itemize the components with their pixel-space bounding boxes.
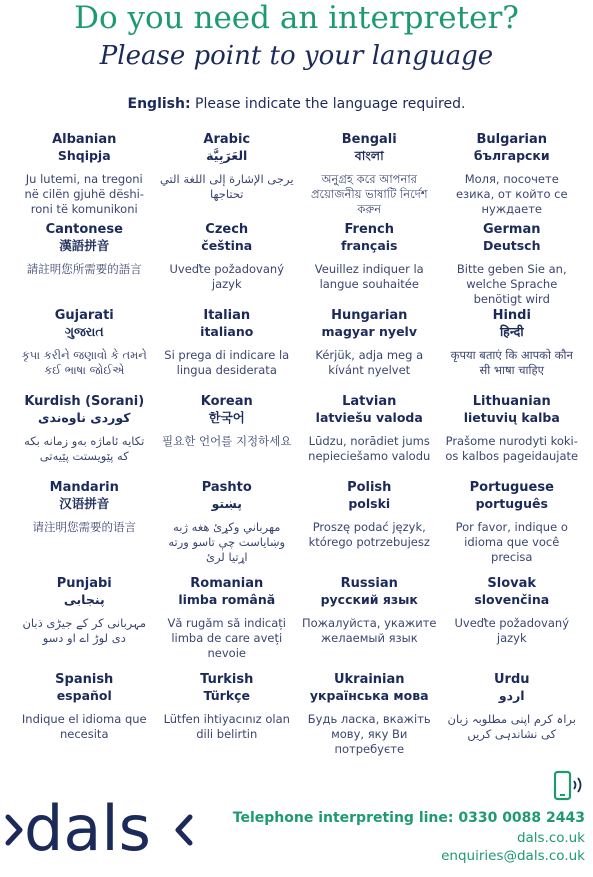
language-native-name: پنجابی (63, 592, 105, 607)
language-native-name: ગુજરાત (64, 324, 104, 339)
language-english-name: Hindi (492, 308, 531, 323)
language-native-name: हिन्दी (499, 324, 524, 339)
language-request-text: Kérjük, adja meg a kívánt nyelvet (315, 348, 424, 377)
instruction (0, 96, 593, 112)
language-english-name: Portuguese (469, 480, 554, 495)
language-request-text: يرجى الإشارة إلى اللغة التي تحتاجها (159, 172, 294, 201)
language-request-text: 请注明您需要的语言 (32, 520, 136, 534)
language-cell[interactable] (298, 308, 441, 394)
language-english-name: Pashto (201, 480, 252, 495)
language-native-name: 한국어 (208, 410, 245, 425)
language-english-name: Polish (347, 480, 392, 495)
language-native-name: русский язык (320, 592, 418, 607)
language-request-text: Lūdzu, norādiet jums nepieciešamo valodu (308, 434, 431, 463)
language-native-name: 汉语拼音 (59, 496, 110, 511)
language-cell[interactable] (441, 576, 584, 672)
language-english-name: Slovak (487, 576, 537, 591)
language-cell[interactable] (441, 672, 584, 762)
language-english-name: Korean (200, 394, 253, 409)
email-link[interactable]: enquiries@dals.co.uk (441, 848, 585, 864)
language-native-name: Türkçe (203, 688, 251, 703)
language-cell[interactable] (156, 672, 299, 762)
language-native-name: español (56, 688, 112, 703)
language-native-name: français (340, 238, 398, 253)
language-request-text: Пожалуйста, укажите желаемый язык (302, 616, 437, 645)
language-cell[interactable] (441, 480, 584, 576)
language-english-name: Albanian (52, 132, 117, 147)
language-english-name: Urdu (493, 672, 530, 687)
language-english-name: Russian (340, 576, 398, 591)
language-request-text: Si prega di indicare la lingua desiderata (164, 348, 290, 377)
language-cell[interactable] (13, 394, 156, 480)
language-native-name: lietuvių kalba (463, 410, 560, 425)
language-native-name: বাংলা (354, 148, 384, 163)
language-english-name: Punjabi (56, 576, 112, 591)
language-english-name: Spanish (55, 672, 114, 687)
language-request-text: Bitte geben Sie an, welche Sprache benötigt wird (456, 262, 567, 306)
language-english-name: Latvian (342, 394, 397, 409)
language-request-text: 請註明您所需要的語言 (26, 262, 142, 276)
language-request-text: કૃપા કરીને જણાવો કે તમને કઈ ભાષા જોઈએ (21, 348, 147, 377)
page-title: Do you need an interpreter? (74, 0, 519, 36)
language-cell[interactable] (13, 480, 156, 576)
language-request-text: Veuillez indiquer la langue souhaitée (314, 262, 424, 291)
instruction-label: English: (127, 96, 191, 112)
language-native-name: 漢語拼音 (59, 238, 110, 253)
language-cell[interactable] (441, 132, 584, 222)
language-native-name: български (473, 148, 550, 163)
phone-icon (552, 770, 586, 802)
language-native-name: Shqipja (57, 148, 111, 163)
language-request-text: Por favor, indique o idioma que você precisa (455, 520, 568, 564)
language-request-text: कृपया बताएं कि आपको कौन सी भाषा चाहिए (450, 348, 573, 377)
language-cell[interactable] (441, 222, 584, 308)
language-request-text: Ju lutemi, na tregoni në cilën gjuhë dëshi-roni të komunikoni (24, 172, 145, 216)
language-english-name: Ukrainian (333, 672, 405, 687)
language-grid (13, 132, 583, 782)
language-cell[interactable] (441, 308, 584, 394)
language-request-text: Uveďte požadovaný jazyk (169, 262, 285, 291)
language-native-name: کوردی ناوەندی (38, 410, 131, 425)
language-request-text: Моля, посочете езика, от който се нуждаете (455, 172, 568, 216)
language-request-text: Vă rugăm să indicați limba de care aveți nevoie (167, 616, 287, 660)
language-cell[interactable] (156, 576, 299, 672)
page-subtitle: Please point to your language (99, 41, 494, 71)
language-native-name: čeština (201, 238, 253, 253)
language-cell[interactable] (156, 132, 299, 222)
language-cell[interactable] (156, 394, 299, 480)
language-cell[interactable] (298, 394, 441, 480)
language-english-name: Turkish (200, 672, 254, 687)
language-english-name: Hungarian (331, 308, 408, 323)
language-request-text: Indique el idioma que necesita (21, 712, 147, 741)
instruction-text: Please indicate the language required. (190, 96, 466, 112)
dals-logo (4, 795, 194, 865)
language-request-text: مہربانی کر کے جیڑی ذبان دی لوڑ اے او دسو (22, 616, 147, 645)
language-cell[interactable] (156, 222, 299, 308)
website-link[interactable]: dals.co.uk (516, 830, 585, 846)
language-native-name: اردو (498, 688, 525, 703)
language-english-name: Lithuanian (472, 394, 551, 409)
language-native-name: Deutsch (483, 238, 541, 253)
language-cell[interactable] (298, 222, 441, 308)
language-request-text: Будь ласка, вкажіть мову, яку Ви потребуєте (307, 712, 431, 756)
language-english-name: Romanian (190, 576, 264, 591)
language-native-name: slovenčina (474, 592, 550, 607)
language-english-name: Mandarin (49, 480, 119, 495)
language-english-name: Bengali (341, 132, 397, 147)
language-request-text: Uveďte požadovaný jazyk (454, 616, 570, 645)
language-english-name: Bulgarian (476, 132, 548, 147)
telephone-line: Telephone interpreting line: 0330 0088 2443 (232, 810, 585, 826)
language-english-name: Italian (203, 308, 251, 323)
language-request-text: Proszę podać język, którego potrzebujesz (308, 520, 430, 549)
language-cell[interactable] (441, 394, 584, 480)
language-cell[interactable] (298, 132, 441, 222)
language-request-text: تکایە ئاماژە بەو زمانە بکە کە پێویستت پێیەتی (24, 434, 145, 463)
language-english-name: Arabic (203, 132, 251, 147)
language-english-name: Gujarati (54, 308, 114, 323)
language-cell[interactable] (13, 308, 156, 394)
language-english-name: Czech (205, 222, 249, 237)
language-native-name: português (475, 496, 548, 511)
language-native-name: українська мова (309, 688, 429, 703)
language-request-text: অনুগ্রহ করে আপনার প্রয়োজনীয় ভাষাটি নির্দেশ করুন (310, 172, 428, 216)
language-native-name: polski (348, 496, 391, 511)
language-cell[interactable] (13, 672, 156, 762)
language-cell[interactable] (298, 672, 441, 762)
language-cell[interactable] (13, 576, 156, 672)
language-request-text: 필요한 언어를 지정하세요 (161, 434, 292, 448)
logo-wordmark: dals (24, 795, 151, 865)
language-cell[interactable] (156, 308, 299, 394)
language-cell[interactable] (298, 576, 441, 672)
language-request-text: مهرباني وکړئ هغه ژبه وښایاست چې تاسو ورته اړتیا لرئ (168, 520, 286, 564)
language-cell[interactable] (298, 480, 441, 576)
language-cell[interactable] (156, 480, 299, 576)
language-cell[interactable] (13, 132, 156, 222)
language-native-name: العَرَبِيَّة (206, 148, 248, 163)
language-native-name: latviešu valoda (315, 410, 423, 425)
language-native-name: italiano (200, 324, 254, 339)
language-native-name: magyar nyelv (321, 324, 417, 339)
language-native-name: limba română (178, 592, 276, 607)
language-request-text: Lütfen ihtiyacınız olan dili belirtin (163, 712, 290, 741)
language-native-name: پښتو (211, 496, 242, 511)
language-english-name: German (483, 222, 541, 237)
language-english-name: French (344, 222, 394, 237)
language-request-text: براہ کرم اپنی مطلوبہ زبان کی نشاندہی کریں (447, 712, 576, 741)
language-english-name: Cantonese (45, 222, 123, 237)
language-cell[interactable] (13, 222, 156, 308)
language-request-text: Prašome nurodyti koki-os kalbos pageidaujate (445, 434, 579, 463)
language-english-name: Kurdish (Sorani) (24, 394, 145, 409)
